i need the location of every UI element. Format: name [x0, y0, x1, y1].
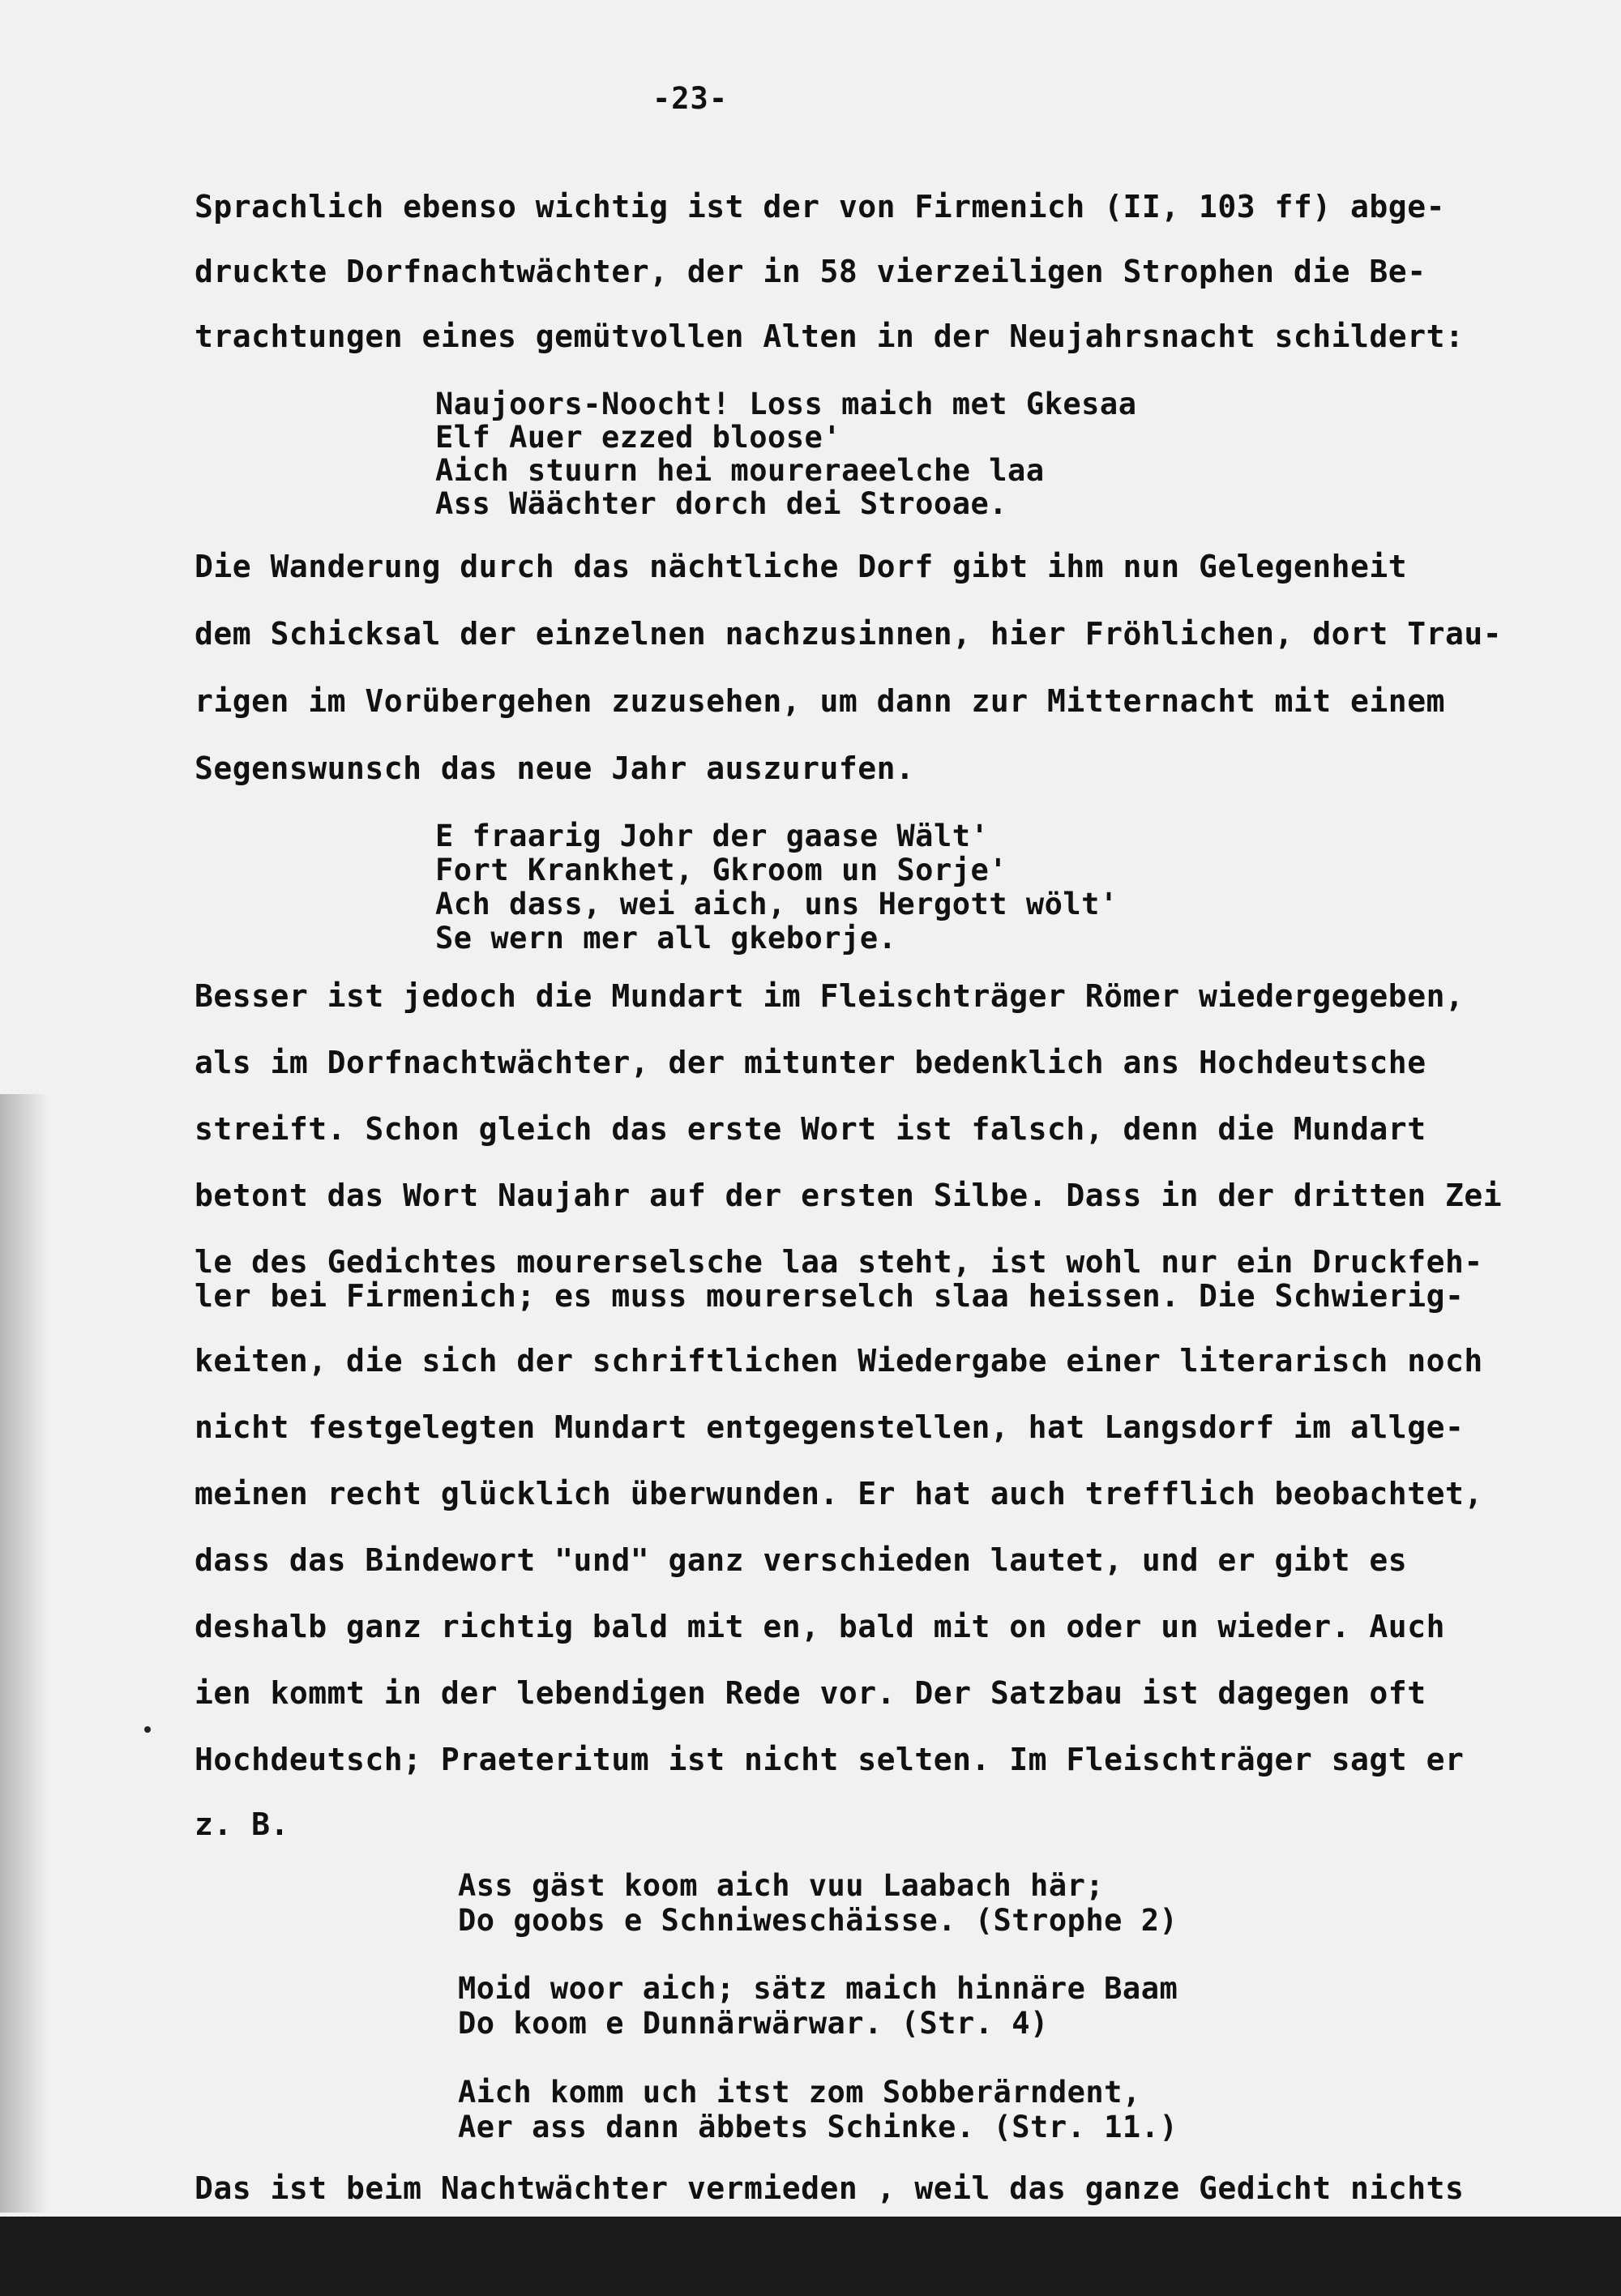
scan-border [0, 2217, 1621, 2296]
paragraph-line: betont das Wort Naujahr auf der ersten Silbe. Dass in der dritten Zei [195, 1178, 1503, 1213]
paragraph-line: Segenswunsch das neue Jahr auszurufen. [195, 750, 915, 786]
verse-line: Aich stuurn hei moureraeelche laa [435, 453, 1045, 488]
verse-line: Do koom e Dunnärwärwar. (Str. 4) [458, 2006, 1049, 2041]
verse-line: Naujoors-Noocht! Loss maich met Gkesaa [435, 387, 1137, 421]
paragraph-line: Besser ist jedoch die Mundart im Fleischträger Römer wiedergegeben, [195, 978, 1465, 1014]
verse-line: Ass gäst koom aich vuu Laabach här; [458, 1868, 1105, 1903]
paragraph-line: ien kommt in der lebendigen Rede vor. Der Satzbau ist dagegen oft [195, 1675, 1426, 1711]
paragraph-line: Hochdeutsch; Praeteritum ist nicht selten. Im Fleischträger sagt er [195, 1742, 1465, 1777]
paragraph-line: deshalb ganz richtig bald mit en, bald mit on oder un wieder. Auch [195, 1609, 1445, 1644]
verse-line: Moid woor aich; sätz maich hinnäre Baam [458, 1971, 1178, 2006]
paragraph-line: dem Schicksal der einzelnen nachzusinnen, hier Fröhlichen, dort Trau- [195, 616, 1503, 652]
paragraph-line: streift. Schon gleich das erste Wort ist falsch, denn die Mundart [195, 1111, 1426, 1147]
paragraph-line: nicht festgelegten Mundart entgegenstellen, hat Langsdorf im allge- [195, 1409, 1465, 1445]
paragraph-line: keiten, die sich der schriftlichen Wiedergabe einer literarisch noch [195, 1343, 1483, 1379]
paragraph-line: rigen im Vorübergehen zuzusehen, um dann zur Mitternacht mit einem [195, 683, 1445, 719]
paragraph-line: Das ist beim Nachtwächter vermieden , weil das ganze Gedicht nichts [195, 2170, 1465, 2206]
paragraph-line: z. B. [195, 1806, 289, 1842]
scan-shadow [0, 1094, 49, 2213]
verse-line: Aer ass dann äbbets Schinke. (Str. 11.) [458, 2110, 1178, 2144]
paragraph-line: als im Dorfnachtwächter, der mitunter bedenklich ans Hochdeutsche [195, 1045, 1426, 1080]
paragraph-line: trachtungen eines gemütvollen Alten in der Neujahrsnacht schildert: [195, 319, 1465, 354]
verse-line: Elf Auer ezzed bloose' [435, 420, 842, 455]
verse-line: E fraarig Johr der gaase Wält' [435, 819, 990, 853]
verse-line: Fort Krankhet, Gkroom un Sorje' [435, 853, 1008, 887]
verse-line: Ach dass, wei aich, uns Hergott wölt' [435, 887, 1118, 921]
paragraph-line: ler bei Firmenich; es muss mourerselch slaa heissen. Die Schwierig- [195, 1278, 1465, 1314]
page-number: -23- [652, 81, 729, 116]
paragraph-line: Die Wanderung durch das nächtliche Dorf gibt ihm nun Gelegenheit [195, 549, 1408, 584]
ink-dot [144, 1726, 151, 1733]
verse-line: Se wern mer all gkeborje. [435, 921, 897, 956]
verse-line: Aich komm uch itst zom Sobberärndent, [458, 2075, 1141, 2110]
verse-line: Ass Wäächter dorch dei Strooae. [435, 486, 1008, 521]
paragraph-line: dass das Bindewort "und" ganz verschieden lautet, und er gibt es [195, 1542, 1408, 1578]
verse-line: Do goobs e Schniweschäisse. (Strophe 2) [458, 1903, 1178, 1938]
paragraph-line: druckte Dorfnachtwächter, der in 58 vierzeiligen Strophen die Be- [195, 254, 1426, 289]
paragraph-line: meinen recht glücklich überwunden. Er hat auch trefflich beobachtet, [195, 1476, 1483, 1511]
paragraph-line: Sprachlich ebenso wichtig ist der von Firmenich (II, 103 ff) abge- [195, 189, 1445, 224]
paragraph-line: le des Gedichtes mourerselsche laa steht, ist wohl nur ein Druckfeh- [195, 1244, 1483, 1280]
